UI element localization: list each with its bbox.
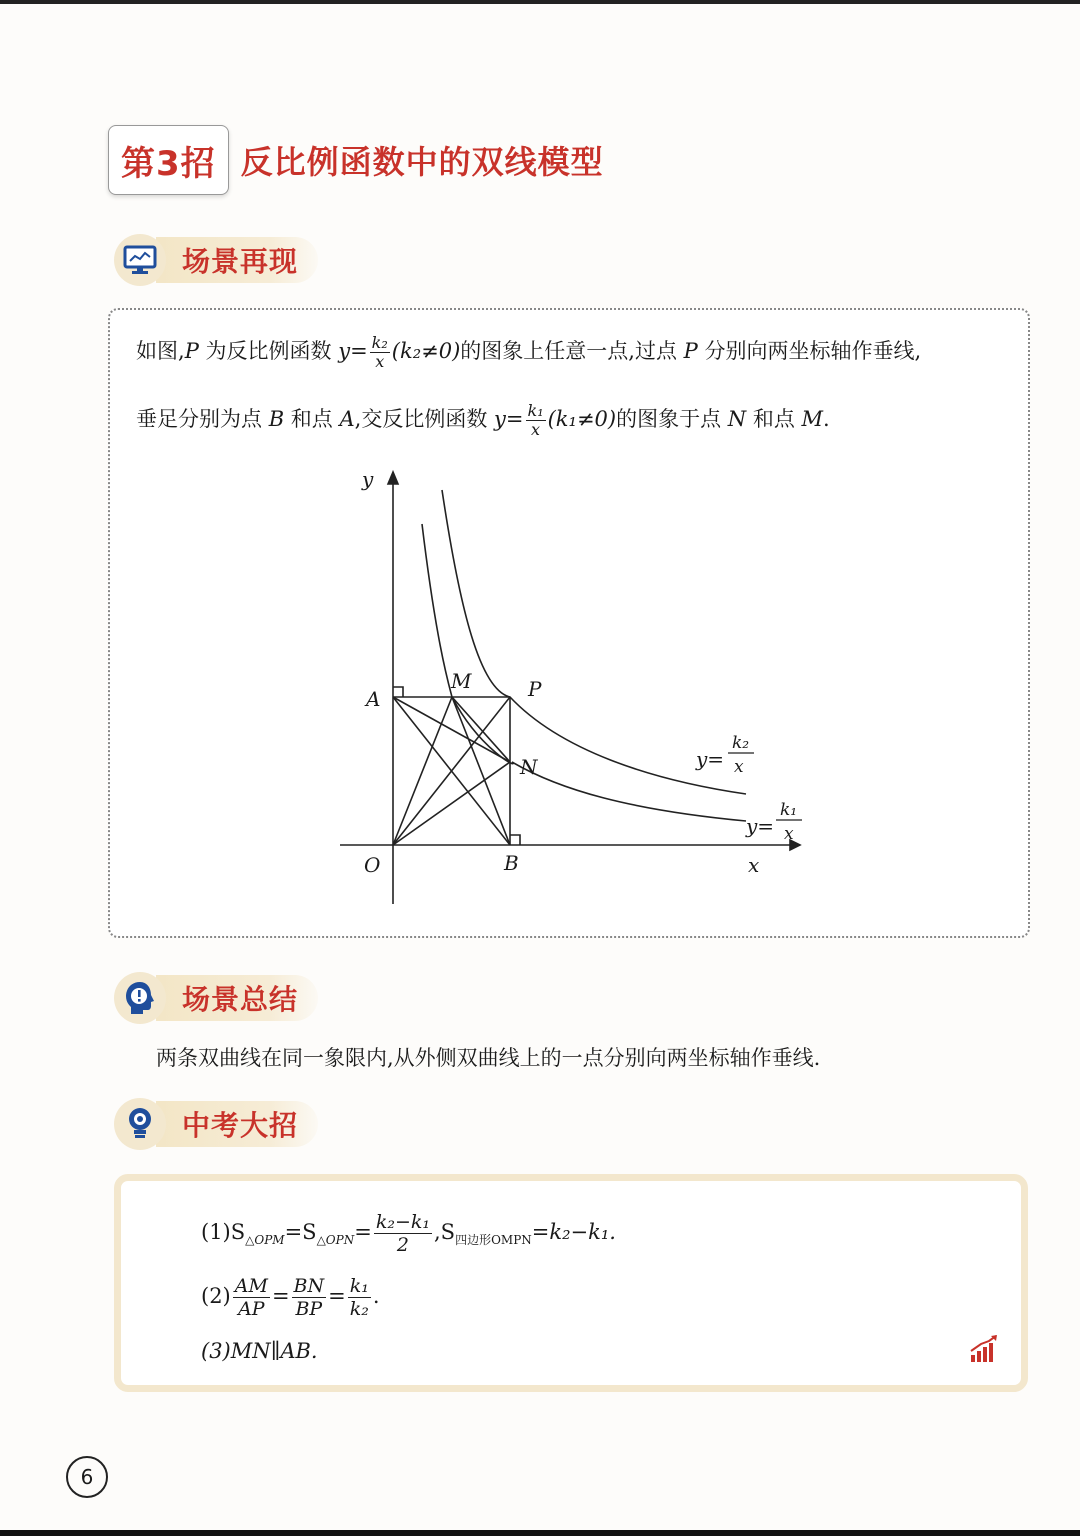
section-scene-heading xyxy=(114,234,318,286)
label-x: x xyxy=(748,853,760,877)
section-tips-heading xyxy=(114,1098,318,1150)
scene-line-2: 垂足分别为点 B 和点 A,交反比例函数 y= $\frac{\text{k₁}}{x}$ (k₁≠0)的图象于点 N 和点 M. xyxy=(136,401,830,439)
chapter-tag: 第3招 xyxy=(108,125,229,195)
fraction-k2-minus-k1-over-2: $\frac{\text{k₂−k₁}}{2}$ xyxy=(375,1211,430,1256)
curve-k2-lhs: y= xyxy=(696,747,725,771)
fraction-k1-k2: $\frac{\text{k₁}}{\text{k₂}}$ xyxy=(349,1275,369,1320)
label-y: y xyxy=(362,467,374,491)
curve-k2-num: k₂ xyxy=(732,733,750,753)
right-angle-B xyxy=(510,835,520,845)
fraction-BN-BP: $\frac{BN}{BP}$ xyxy=(293,1275,325,1320)
right-angle-A xyxy=(393,687,403,697)
chapter-title-text: 反比例函数中的双线模型 xyxy=(240,143,604,181)
y-axis-arrow xyxy=(388,472,398,484)
growth-chart-icon xyxy=(969,1335,999,1367)
curve-k1-lhs: y= xyxy=(746,814,775,838)
tips-box xyxy=(114,1174,1028,1392)
tip-1: $(1)S_{\triangle OPM}=S_{\triangle OPN}=$ $\frac{\text{k₂−k₁}}{2}$ $,S_{四边形OMPN}=k_2-k_1$. xyxy=(201,1211,616,1256)
page-number: 6 xyxy=(66,1456,108,1498)
section-summary-heading xyxy=(114,972,318,1024)
top-border xyxy=(0,0,1080,4)
hyperbola-diagram xyxy=(330,460,820,910)
label-B: B xyxy=(504,851,519,875)
bottom-border xyxy=(0,1530,1080,1536)
label-O: O xyxy=(364,853,381,877)
fraction-k2-over-x: $\frac{\text{k₂}}{x}$ xyxy=(371,333,388,371)
label-P: P xyxy=(528,677,542,701)
alert-head-icon xyxy=(114,972,166,1024)
lightbulb-icon xyxy=(114,1098,166,1150)
chapter-title xyxy=(108,124,604,196)
tip-3: (3)MN∥AB. xyxy=(201,1339,318,1363)
summary-text: 两条双曲线在同一象限内,从外侧双曲线上的一点分别向两坐标轴作垂线. xyxy=(156,1046,821,1070)
segment-AN xyxy=(393,697,510,762)
curve-k2-den: x xyxy=(734,757,744,777)
curve-k1-num: k₁ xyxy=(780,800,798,820)
label-A: A xyxy=(366,687,381,711)
scene-line-1: 如图,P 为反比例函数 y= $\frac{\text{k₂}}{x}$ (k₂≠0)的图象上任意一点,过点 P 分别向两坐标轴作垂线, xyxy=(136,333,922,371)
label-N: N xyxy=(520,755,538,779)
segment-ON xyxy=(393,762,510,845)
segment-MB xyxy=(452,697,510,845)
monitor-icon xyxy=(114,234,166,286)
section-summary-label: 场景总结 xyxy=(156,975,318,1021)
section-scene-label: 场景再现 xyxy=(156,237,318,283)
fraction-k1-over-x: $\frac{\text{k₁}}{x}$ xyxy=(527,401,544,439)
tip-2: (2) $\frac{AM}{AP}$ = $\frac{BN}{BP}$ = $\frac{\text{k₁}}{\text{k₂}}$ . xyxy=(201,1275,380,1320)
curve-k1-den: x xyxy=(784,824,794,844)
label-M: M xyxy=(451,669,472,693)
fraction-AM-AP: $\frac{AM}{AP}$ xyxy=(234,1275,268,1320)
segment-OM xyxy=(393,697,452,845)
section-tips-label: 中考大招 xyxy=(156,1101,318,1147)
